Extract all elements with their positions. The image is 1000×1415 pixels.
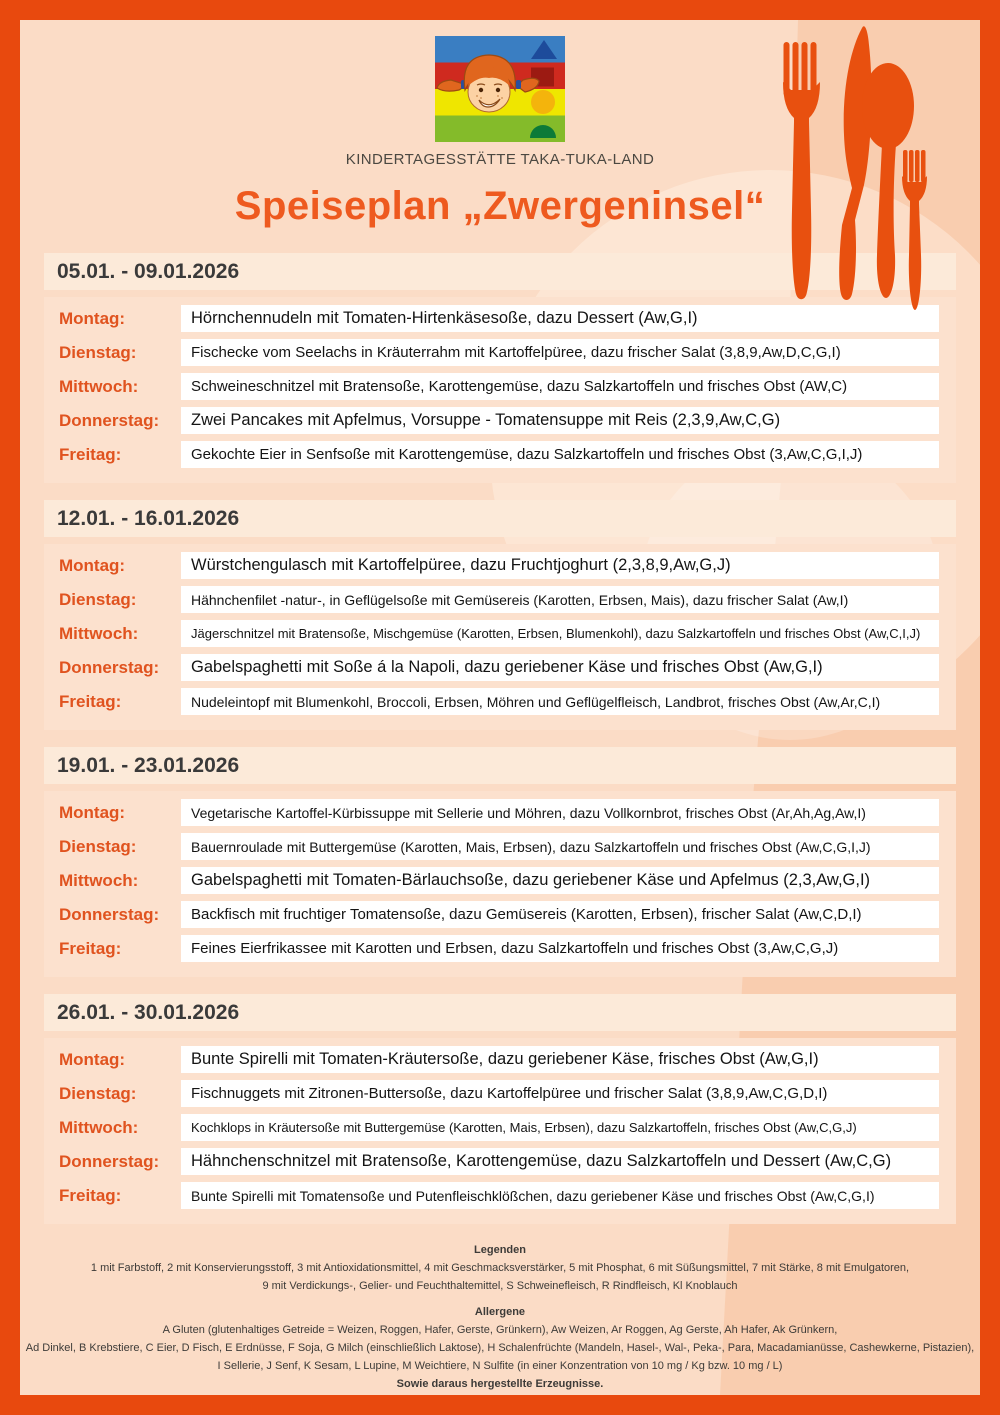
day-label: Montag: xyxy=(59,802,126,822)
small-fork-icon xyxy=(902,150,927,310)
week-section-4 xyxy=(44,994,956,1224)
legend-title: Legenden xyxy=(474,1244,526,1256)
meal-text: Bunte Spirelli mit Tomatensoße und Putenfleischklößchen, dazu geriebener Käse und frisches Obst (Aw,C,G,I) xyxy=(191,1187,875,1204)
meal-text: Vegetarische Kartoffel-Kürbissuppe mit Sellerie und Möhren, dazu Vollkornbrot, frisches Obst (Ar,Ah,Ag,Aw,I) xyxy=(191,804,866,821)
day-row xyxy=(44,833,956,860)
week-date-range: 26.01. - 30.01.2026 xyxy=(44,994,956,1031)
day-row xyxy=(44,688,956,715)
meal-text: Jägerschnitzel mit Bratensoße, Mischgemüse (Karotten, Erbsen, Blumenkohl), dazu Salzkartoffeln und frisches Obst (Aw,C,I,J) xyxy=(191,626,921,641)
allergen-line: Ad Dinkel, B Krebstiere, C Eier, D Fisch, E Erdnüsse, F Soja, G Milch (einschließlich Laktose), H Schalenfrüchte (Mandeln, Hasel-, Wal-, Peka-, Para, Macadamianüsse, Cashewkerne, Pistazien), xyxy=(25,1342,975,1354)
week-rows xyxy=(44,544,956,730)
week-date-range: 19.01. - 23.01.2026 xyxy=(44,747,956,784)
meal-box xyxy=(181,799,939,826)
meal-box xyxy=(181,441,939,468)
allergen-line: A Gluten (glutenhaltiges Getreide = Weizen, Roggen, Hafer, Gerste, Grünkern), Aw Weizen, Ar Roggen, Ag Gerste, Ah Hafer, Ak Grünkern, xyxy=(162,1324,838,1336)
meal-box xyxy=(181,1148,939,1175)
meal-text: Feines Eierfrikassee mit Karotten und Erbsen, dazu Salzkartoffeln und frisches Obst (3,Aw,C,G,J) xyxy=(191,940,839,957)
day-label: Montag: xyxy=(59,555,126,575)
week-section-3 xyxy=(44,747,956,977)
day-label: Montag: xyxy=(59,308,126,328)
day-row xyxy=(44,373,956,400)
week-rows xyxy=(44,791,956,977)
day-row xyxy=(44,654,956,681)
day-label: Montag: xyxy=(59,1049,126,1069)
day-label: Dienstag: xyxy=(59,836,137,856)
meal-box xyxy=(181,688,939,715)
day-row xyxy=(44,1182,956,1209)
meal-box xyxy=(181,654,939,681)
meal-text: Bunte Spirelli mit Tomaten-Kräutersoße, dazu geriebener Käse, frisches Obst (Aw,G,I) xyxy=(191,1050,819,1068)
day-label: Donnerstag: xyxy=(59,410,160,430)
day-row xyxy=(44,901,956,928)
day-label: Mittwoch: xyxy=(59,870,139,890)
day-label: Dienstag: xyxy=(59,1083,137,1103)
day-label: Freitag: xyxy=(59,938,122,958)
meal-box xyxy=(181,1080,939,1107)
day-row xyxy=(44,1114,956,1141)
meal-box xyxy=(181,552,939,579)
fork-icon xyxy=(783,42,820,299)
weeks-container xyxy=(20,253,980,1224)
day-row xyxy=(44,552,956,579)
meal-text: Backfisch mit fruchtiger Tomatensoße, dazu Gemüsereis (Karotten, Erbsen), frischer Salat (Aw,C,D,I) xyxy=(191,906,862,923)
page-title: Speiseplan „Zwergeninsel“ xyxy=(234,184,766,228)
meal-box xyxy=(181,1046,939,1073)
kita-logo xyxy=(435,36,565,142)
meal-text: Bauernroulade mit Buttergemüse (Karotten, Mais, Erbsen), dazu Salzkartoffeln und frisches Obst (Aw,C,G,I,J) xyxy=(191,838,871,855)
meal-box xyxy=(181,620,939,647)
meal-text: Hähnchenschnitzel mit Bratensoße, Karottengemüse, dazu Salzkartoffeln und Dessert (Aw,C,G) xyxy=(191,1152,892,1170)
day-label: Dienstag: xyxy=(59,342,137,362)
day-label: Donnerstag: xyxy=(59,904,160,924)
day-row xyxy=(44,1046,956,1073)
day-row xyxy=(44,867,956,894)
knife-icon xyxy=(839,26,871,300)
menu-poster xyxy=(20,20,980,1395)
day-label: Donnerstag: xyxy=(59,657,160,677)
meal-box xyxy=(181,867,939,894)
meal-text: Gabelspaghetti mit Soße á la Napoli, dazu geriebener Käse und frisches Obst (Aw,G,I) xyxy=(191,658,823,676)
legend-line: 1 mit Farbstoff, 2 mit Konservierungsstoff, 3 mit Antioxidationsmittel, 4 mit Geschmacksverstärker, 5 mit Phosphat, 6 mit Süßungsmittel, 7 mit Stärke, 8 mit Emulgatoren, xyxy=(90,1262,910,1274)
meal-box xyxy=(181,1182,939,1209)
day-row xyxy=(44,935,956,962)
day-row xyxy=(44,339,956,366)
day-label: Freitag: xyxy=(59,691,122,711)
meal-box xyxy=(181,586,939,613)
meal-text: Hähnchenfilet -natur-, in Geflügelsoße mit Gemüsereis (Karotten, Erbsen, Mais), dazu frischer Salat (Aw,I) xyxy=(191,591,849,608)
day-row xyxy=(44,586,956,613)
meal-text: Gekochte Eier in Senfsoße mit Karottengemüse, dazu Salzkartoffeln und frisches Obst (3,Aw,C,G,I,J) xyxy=(191,446,863,463)
day-label: Freitag: xyxy=(59,1185,122,1205)
meal-text: Zwei Pancakes mit Apfelmus, Vorsuppe - Tomatensuppe mit Reis (2,3,9,Aw,C,G) xyxy=(191,411,781,429)
day-row xyxy=(44,799,956,826)
meal-box xyxy=(181,901,939,928)
day-row xyxy=(44,620,956,647)
day-label: Freitag: xyxy=(59,444,122,464)
meal-box xyxy=(181,1114,939,1141)
week-date-range: 12.01. - 16.01.2026 xyxy=(44,500,956,537)
cutlery-graphic xyxy=(738,20,958,320)
week-section-2 xyxy=(44,500,956,730)
circle-shape xyxy=(531,90,555,114)
day-label: Mittwoch: xyxy=(59,376,139,396)
meal-text: Hörnchennudeln mit Tomaten-Hirtenkäsesoße, dazu Dessert (Aw,G,I) xyxy=(191,309,698,327)
meal-box xyxy=(181,339,939,366)
meal-box xyxy=(181,407,939,434)
day-label: Mittwoch: xyxy=(59,1117,139,1137)
day-label: Mittwoch: xyxy=(59,623,139,643)
allergen-line: I Sellerie, J Senf, K Sesam, L Lupine, M Weichtiere, N Sulfite (in einer Konzentration von 10 mg / Kg bzw. 10 mg / L) xyxy=(217,1360,783,1372)
week-date-range: 05.01. - 09.01.2026 xyxy=(44,253,956,290)
meal-text: Schweineschnitzel mit Bratensoße, Karottengemüse, dazu Salzkartoffeln und frisches Obst (AW,C) xyxy=(191,378,848,395)
day-row xyxy=(44,441,956,468)
meal-box xyxy=(181,935,939,962)
day-row xyxy=(44,1080,956,1107)
day-row xyxy=(44,1148,956,1175)
meal-text: Nudeleintopf mit Blumenkohl, Broccoli, Erbsen, Möhren und Geflügelfleisch, Landbrot, frisches Obst (Aw,Ar,C,I) xyxy=(191,693,881,710)
meal-text: Würstchengulasch mit Kartoffelpüree, dazu Fruchtjoghurt (2,3,8,9,Aw,G,J) xyxy=(191,556,731,574)
day-label: Donnerstag: xyxy=(59,1151,160,1171)
week-rows xyxy=(44,1038,956,1224)
legend-note: Sowie daraus hergestellte Erzeugnisse. xyxy=(396,1378,604,1390)
meal-text: Fischecke vom Seelachs in Kräuterrahm mit Kartoffelpüree, dazu frischer Salat (3,8,9,Aw,D,C,G,I) xyxy=(191,344,841,361)
meal-text: Fischnuggets mit Zitronen-Buttersoße, dazu Kartoffelpüree und frischer Salat (3,8,9,Aw,C,G,D,I) xyxy=(191,1085,828,1102)
org-name: KINDERTAGESSTÄTTE TAKA-TUKA-LAND xyxy=(345,151,655,168)
day-label: Dienstag: xyxy=(59,589,137,609)
week-rows xyxy=(44,297,956,483)
allergens-title: Allergene xyxy=(474,1306,526,1318)
meal-text: Kochklops in Kräutersoße mit Buttergemüse (Karotten, Mais, Erbsen), dazu Salzkartoffeln, frisches Obst (Aw,C,G,J) xyxy=(191,1120,857,1135)
legend-line: 9 mit Verdickungs-, Gelier- und Feuchthaltemittel, S Schweinefleisch, R Rindfleisch, Kl Knoblauch xyxy=(262,1280,738,1292)
meal-box xyxy=(181,833,939,860)
meal-text: Gabelspaghetti mit Tomaten-Bärlauchsoße, dazu geriebener Käse und Apfelmus (2,3,Aw,G,I) xyxy=(191,871,871,889)
day-row xyxy=(44,407,956,434)
meal-box xyxy=(181,373,939,400)
legend-footer xyxy=(20,1241,980,1393)
